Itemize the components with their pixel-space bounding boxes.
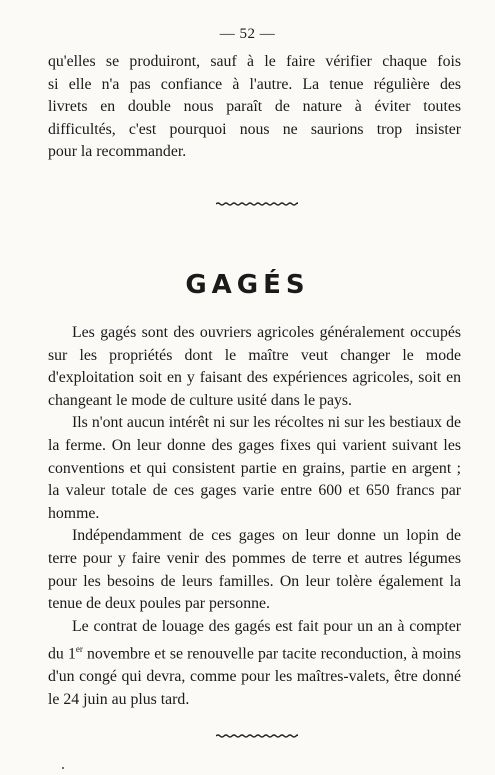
intro-line: livrets en double nous paraît de nature à éviter toutes: [48, 98, 461, 116]
section-divider: [216, 734, 298, 738]
ordinal-superscript: er: [75, 644, 83, 655]
paragraph: Indépendamment de ces gages on leur donne un lopin de terre pour y faire venir des pommes de terre et autres légumes pour les besoins de leurs familles. On leur tolère également la tenue de deux poules par personne.: [48, 527, 461, 613]
paragraph: Ils n'ont aucun intérêt ni sur les récoltes ni sur les bestiaux de la ferme. On leur donne des gages fixes qui varient suivant les conventions et qui consistent partie en grains, partie en argent ; la valeur totale de ces gages varie entre 600 et 650 francs par homme.: [48, 414, 461, 522]
intro-line: qu'elles se produiront, sauf à le faire vérifier chaque fois: [48, 53, 461, 70]
paragraph-text: Le contrat de louage des gagés est fait pour un an à compter du 1: [48, 617, 461, 663]
intro-line: si elle n'a pas confiance à l'autre. La tenue régulière des: [48, 75, 461, 93]
intro-line: difficultés, c'est pourquoi nous ne saurions trop insister: [48, 120, 461, 138]
paragraph: [48, 616, 461, 712]
paragraph-text: novembre et se renouvelle par tacite reconduction, à moins d'un congé qui devra, comme pour les maîtres-valets, être donné le 24 juin au plus tard.: [48, 645, 461, 708]
body-text: [48, 322, 461, 711]
intro-line: pour la recommander.: [48, 143, 187, 161]
section-title: GAGÉS: [185, 270, 310, 300]
section-divider: [216, 202, 298, 206]
paragraph: Les gagés sont des ouvriers agricoles généralement occupés sur les propriétés dont le maître veut changer le mode d'exploitation soit en y faisant des expériences agricoles, soit en changeant le mode de culture usité dans le pays.: [48, 324, 461, 409]
intro-paragraph: [48, 51, 461, 164]
print-speck: [62, 767, 64, 769]
page-number: — 52 —: [219, 26, 276, 42]
